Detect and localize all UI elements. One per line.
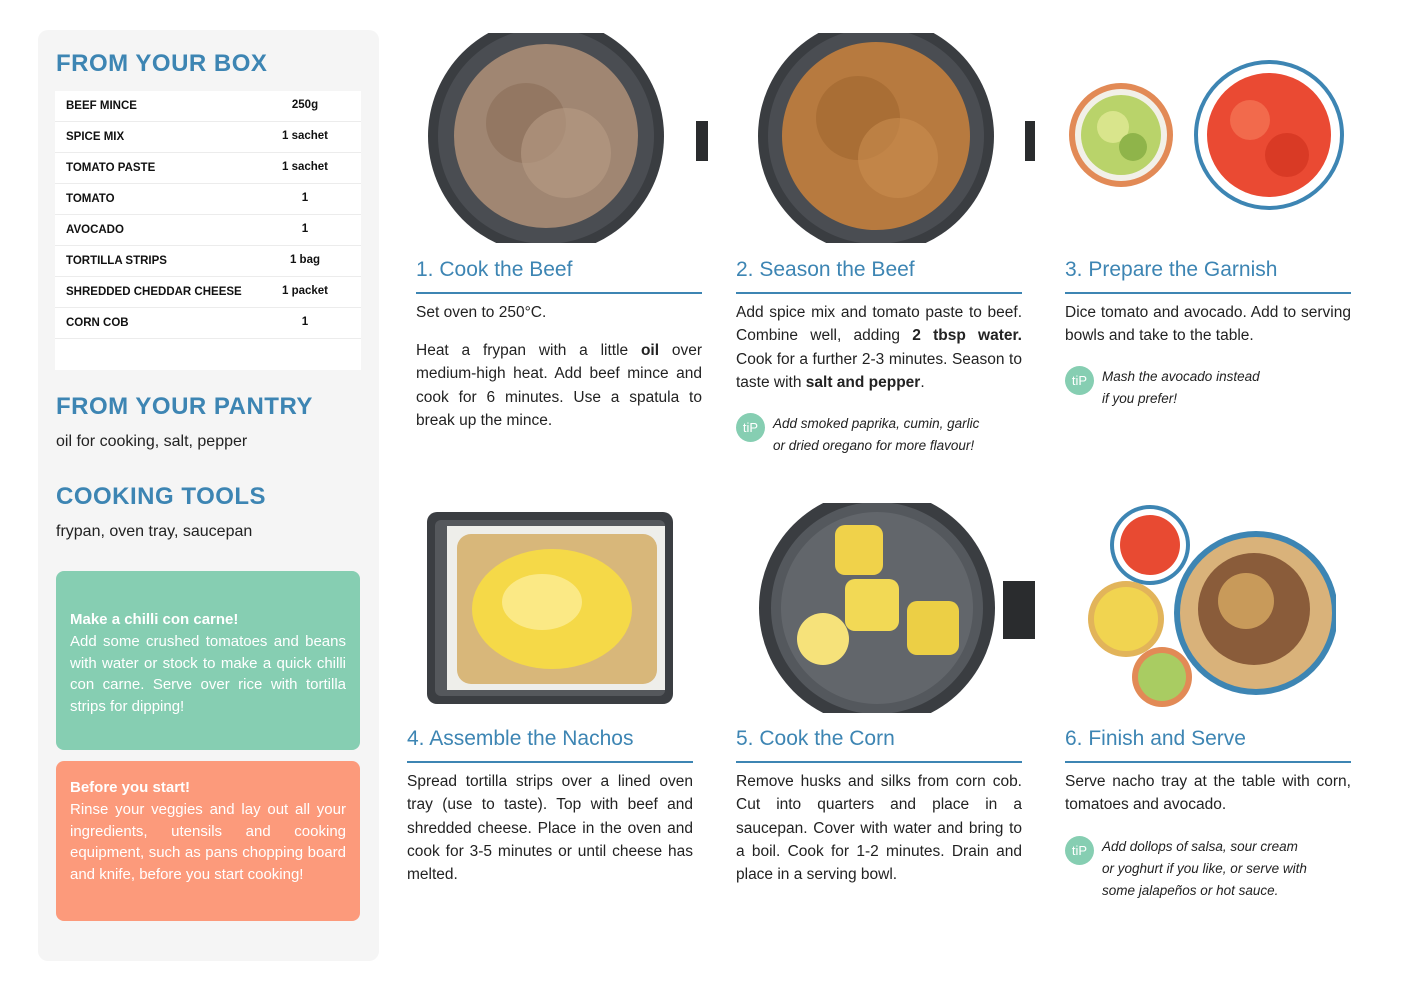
cooking-tools-heading: COOKING TOOLS <box>56 483 267 510</box>
ingredient-qty: 1 packet <box>281 285 329 297</box>
step-1-divider <box>416 292 702 294</box>
step-4-divider <box>407 761 693 763</box>
ingredient-qty: 250g <box>291 99 319 111</box>
nachos-tray-photo <box>427 512 673 704</box>
corn-saucepan-photo <box>757 503 1035 713</box>
step-2-tip <box>736 413 1026 461</box>
ingredient-name: SHREDDED CHEDDAR CHEESE <box>66 286 242 298</box>
ingredients-sidebar <box>38 30 379 961</box>
step-1-title: 1. Cook the Beef <box>416 258 573 281</box>
pantry-items: oil for cooking, salt, pepper <box>56 433 248 450</box>
finished-nachos-photo <box>1086 503 1336 713</box>
step-2-title: 2. Season the Beef <box>736 258 915 281</box>
ingredient-name: BEEF MINCE <box>66 100 137 112</box>
table-row <box>55 91 361 122</box>
tip-badge: tiP <box>1065 366 1094 395</box>
table-row <box>55 246 361 277</box>
step-2-divider <box>736 292 1022 294</box>
ingredient-qty: 1 sachet <box>281 161 329 173</box>
table-row <box>55 277 361 308</box>
ingredient-qty: 1 <box>301 192 309 204</box>
tip-badge: tiP <box>736 413 765 442</box>
beef-frypan-photo <box>416 33 708 243</box>
table-row <box>55 184 361 215</box>
step-6-title: 6. Finish and Serve <box>1065 727 1246 750</box>
tip-text: Add dollops of salsa, sour cream or yoghurt if you like, or serve with some jalapeños or hot sauce. <box>1102 839 1307 898</box>
step-5-divider <box>736 761 1022 763</box>
table-row <box>55 215 361 246</box>
step-4-text: Spread tortilla strips over a lined oven tray (use to taste). Top with beef and shredded cheese. Place in the oven and cook for 3-5 minutes or until cheese has melted. <box>407 773 693 884</box>
before-you-start-card <box>56 761 360 921</box>
ingredient-qty: 1 <box>301 316 309 328</box>
step-6-text: Serve nacho tray at the table with corn, tomatoes and avocado. <box>1065 773 1351 814</box>
tip-badge: tiP <box>1065 836 1094 865</box>
step-3-tip <box>1065 366 1355 414</box>
ingredient-name: CORN COB <box>66 317 129 329</box>
table-row <box>55 122 361 153</box>
garnish-bowls-photo <box>1065 55 1355 215</box>
ingredient-name: TOMATO PASTE <box>66 162 156 174</box>
chilli-con-carne-card <box>56 571 360 750</box>
from-your-box-heading: FROM YOUR BOX <box>56 50 268 77</box>
from-your-pantry-heading: FROM YOUR PANTRY <box>56 393 313 420</box>
step-6-tip <box>1065 836 1365 906</box>
step-5-text: Remove husks and silks from corn cob. Cut into quarters and place in a saucepan. Cover with water and bring to a boil. Cook for 1-2 minutes. Drain and place in a serving bowl. <box>736 773 1022 884</box>
ingredient-name: SPICE MIX <box>66 131 125 143</box>
step-5-title: 5. Cook the Corn <box>736 727 895 750</box>
card-body: Add some crushed tomatoes and beans with water or stock to make a quick chilli con carne. Serve over rice with tortilla strips for dipping! <box>70 633 346 715</box>
card-title: Before you start! <box>70 779 191 796</box>
seasoned-beef-photo <box>743 33 1035 243</box>
step-3-title: 3. Prepare the Garnish <box>1065 258 1278 281</box>
card-title: Make a chilli con carne! <box>70 611 239 628</box>
step-1-text-1: Set oven to 250°C. <box>416 304 547 321</box>
cooking-tools-list: frypan, oven tray, saucepan <box>56 523 253 540</box>
step-4-title: 4. Assemble the Nachos <box>407 727 634 750</box>
tip-text: Add smoked paprika, cumin, garlic or dried oregano for more flavour! <box>773 416 980 453</box>
ingredient-name: AVOCADO <box>66 224 124 236</box>
table-row <box>55 153 361 184</box>
ingredient-qty: 1 bag <box>289 254 321 266</box>
card-body: Rinse your veggies and lay out all your ingredients, utensils and cooking equipment, such as pans chopping board and knife, before you start cooking! <box>70 801 346 883</box>
ingredient-name: TOMATO <box>66 193 115 205</box>
ingredients-table <box>55 91 361 370</box>
step-2-text: Add spice mix and tomato paste to beef. Combine well, adding 2 tbsp water. Cook for a further 2-3 minutes. Season to taste with salt and pepper. <box>736 304 1022 391</box>
step-6-divider <box>1065 761 1351 763</box>
tip-text: Mash the avocado instead if you prefer! <box>1102 369 1260 406</box>
ingredient-name: TORTILLA STRIPS <box>66 255 167 267</box>
step-1-text-2: Heat a frypan with a little oil over medium-high heat. Add beef mince and cook for 6 minutes. Use a spatula to break up the mince. <box>416 342 702 429</box>
table-row <box>55 308 361 339</box>
ingredient-qty: 1 <box>301 223 309 235</box>
ingredient-qty: 1 sachet <box>281 130 329 142</box>
step-3-text: Dice tomato and avocado. Add to serving bowls and take to the table. <box>1065 304 1351 345</box>
step-3-divider <box>1065 292 1351 294</box>
